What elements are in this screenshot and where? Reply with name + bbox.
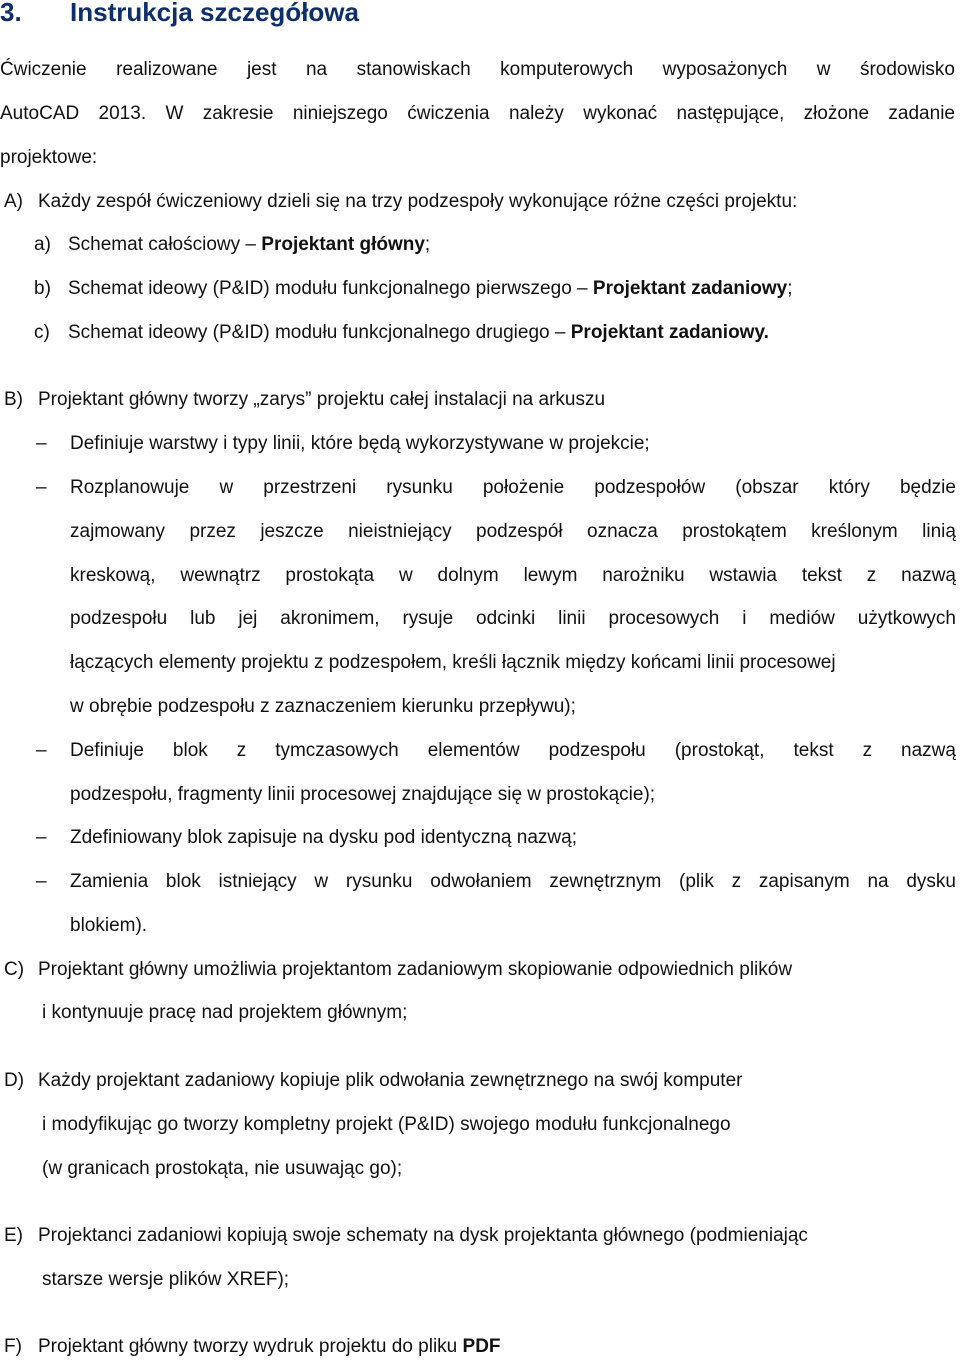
word: komputerowych xyxy=(500,59,634,80)
word: z xyxy=(862,740,873,761)
word: linią xyxy=(922,521,956,542)
word: oznacza xyxy=(587,521,658,542)
word: linii xyxy=(558,608,586,629)
item-f-bold: PDF xyxy=(462,1336,501,1357)
intro-line-2 xyxy=(0,102,955,126)
word: z xyxy=(236,740,247,761)
item-a xyxy=(4,190,797,214)
word: złożone xyxy=(803,103,870,124)
bullet-1-text: Definiuje warstwy i typy linii, które będą wykorzystywane w projekcie; xyxy=(70,433,650,454)
word: z xyxy=(731,871,742,892)
item-a-text: Każdy zespół ćwiczeniowy dzieli się na trzy podzespoły wykonujące różne części projektu: xyxy=(38,191,798,212)
word: podzespołów xyxy=(594,477,706,498)
bullet-dash-2: – xyxy=(36,477,47,498)
bullet-4-text: Zdefiniowany blok zapisuje na dysku pod identyczną nazwą; xyxy=(70,827,577,848)
word: odcinki xyxy=(476,608,536,629)
bullet-2-line-1 xyxy=(70,476,956,500)
word: (prostokąt, xyxy=(674,740,765,761)
item-b-text: Projektant główny tworzy „zarys” projektu całej instalacji na arkuszu xyxy=(38,389,606,410)
item-d xyxy=(4,1069,742,1093)
item-c-line-1: Projektant główny umożliwia projektantom zadaniowym skopiowanie odpowiednich plików xyxy=(38,959,793,980)
word: zadanie xyxy=(888,103,955,124)
subitem-b-label: b) xyxy=(34,278,51,299)
word: podzespołu xyxy=(70,608,168,629)
word: tekst xyxy=(801,565,842,586)
word: blok xyxy=(165,871,201,892)
word: akronimem, xyxy=(280,608,380,629)
word: lewym xyxy=(523,565,578,586)
item-c-label: C) xyxy=(4,959,25,980)
word: dolnym xyxy=(437,565,499,586)
section-number: 3. xyxy=(0,0,22,27)
bullet-dash-1: – xyxy=(36,433,47,454)
bullet-3-line-2: podzespołu, fragmenty linii procesowej znajdujące się w prostokącie); xyxy=(70,784,656,805)
word: nazwą xyxy=(901,740,956,761)
item-c-line-2: i kontynuuje pracę nad projektem głównym; xyxy=(42,1002,408,1023)
word: (obszar xyxy=(735,477,799,498)
item-d-line-2: i modyfikując go tworzy kompletny projekt (P&ID) swojego modułu funkcjonalnego xyxy=(42,1114,731,1135)
word: elementów xyxy=(427,740,520,761)
word: AutoCAD xyxy=(0,103,80,124)
word: będzie xyxy=(899,477,956,498)
word: z xyxy=(866,565,877,586)
word: zapisanym xyxy=(758,871,850,892)
word: Ćwiczenie xyxy=(0,59,87,80)
item-b xyxy=(4,388,605,412)
word: istniejący xyxy=(218,871,297,892)
subitem-b-end: ; xyxy=(787,278,793,299)
word: jeszcze xyxy=(260,521,324,542)
item-f-text: Projektant główny tworzy wydruk projektu do pliku xyxy=(38,1336,463,1357)
word: realizowane xyxy=(116,59,218,80)
subitem-a-bold: Projektant główny xyxy=(261,234,425,255)
word: kreślonym xyxy=(811,521,898,542)
word: na xyxy=(867,871,889,892)
word: który xyxy=(828,477,870,498)
word: następujące, xyxy=(676,103,785,124)
item-e-label: E) xyxy=(4,1225,23,1246)
word: rysunku xyxy=(345,871,413,892)
item-f-label: F) xyxy=(4,1336,22,1357)
subitem-c-label: c) xyxy=(34,322,50,343)
word: w xyxy=(219,477,234,498)
word: mediów xyxy=(769,608,835,629)
bullet-2-line-6: w obrębie podzespołu z zaznaczeniem kierunku przepływu); xyxy=(70,696,576,717)
subitem-a-text: Schemat całościowy xyxy=(68,234,246,255)
bullet-2-line-5: łączących elementy projektu z podzespołem, kreśli łącznik między końcami linii procesowej xyxy=(70,652,836,673)
word: wstawia xyxy=(709,565,777,586)
word: użytkowych xyxy=(857,608,956,629)
word: rysunku xyxy=(386,477,453,498)
word: zajmowany xyxy=(70,521,166,542)
bullet-dash-3: – xyxy=(36,740,47,761)
word: prostokąta xyxy=(285,565,375,586)
word: ćwiczenia xyxy=(407,103,490,124)
item-e xyxy=(4,1224,808,1248)
subitem-c-dash: – xyxy=(554,322,566,343)
item-d-line-1: Każdy projektant zadaniowy kopiuje plik odwołania zewnętrznego na swój komputer xyxy=(38,1070,743,1091)
subitem-b-dash: – xyxy=(577,278,588,299)
word: jest xyxy=(246,59,277,80)
word: położenie xyxy=(482,477,565,498)
word: przestrzeni xyxy=(263,477,357,498)
word: należy xyxy=(508,103,564,124)
word: odwołaniem xyxy=(430,871,532,892)
word: 2013. xyxy=(98,103,147,124)
word: wewnątrz xyxy=(180,565,261,586)
word: podzespołu xyxy=(548,740,646,761)
word: nazwą xyxy=(901,565,956,586)
subitem-c-text: Schemat ideowy (P&ID) modułu funkcjonalnego drugiego xyxy=(68,322,555,343)
item-a-label: A) xyxy=(4,191,23,212)
item-e-line-2: starsze wersje plików XREF); xyxy=(42,1269,290,1290)
item-c xyxy=(4,958,792,982)
bullet-2-line-4 xyxy=(70,607,956,631)
word: blok xyxy=(172,740,208,761)
word: tymczasowych xyxy=(275,740,399,761)
bullet-3-line-1 xyxy=(70,739,956,763)
item-d-label: D) xyxy=(4,1070,25,1091)
word: zakresie xyxy=(202,103,274,124)
bullet-5-line-2: blokiem). xyxy=(70,915,148,936)
subitem-a-dash: – xyxy=(245,234,256,255)
word: procesowych xyxy=(608,608,720,629)
word: kreskową, xyxy=(70,565,156,586)
word: przez xyxy=(189,521,236,542)
section-heading xyxy=(0,0,359,28)
word: na xyxy=(305,59,328,80)
word: jej xyxy=(238,608,258,629)
word: Rozplanowuje xyxy=(70,477,190,498)
subitem-b-bold: Projektant zadaniowy xyxy=(592,278,788,299)
section-title: Instrukcja szczegółowa xyxy=(70,0,359,27)
word: i xyxy=(742,608,747,629)
subitem-c xyxy=(34,321,769,345)
word: wyposażonych xyxy=(662,59,788,80)
word: środowisko xyxy=(859,59,955,80)
word: prostokątem xyxy=(682,521,787,542)
bullet-2-line-3 xyxy=(70,564,956,588)
subitem-b-text: Schemat ideowy (P&ID) modułu funkcjonalnego pierwszego xyxy=(68,278,578,299)
word: rysuje xyxy=(402,608,454,629)
word: (plik xyxy=(679,871,714,892)
word: wykonać xyxy=(583,103,658,124)
word: niniejszego xyxy=(292,103,388,124)
item-e-line-1: Projektanci zadaniowi kopiują swoje schematy na dysk projektanta głównego (podmieniając xyxy=(38,1225,808,1246)
bullet-dash-4: – xyxy=(36,827,47,848)
word: w xyxy=(398,565,413,586)
word: Zamienia xyxy=(70,871,149,892)
item-b-label: B) xyxy=(4,389,23,410)
word: narożniku xyxy=(602,565,685,586)
subitem-b xyxy=(34,277,792,301)
bullet-5-line-1 xyxy=(70,870,956,894)
bullet-dash-5: – xyxy=(36,871,47,892)
subitem-a-label: a) xyxy=(34,234,51,255)
word: lub xyxy=(190,608,216,629)
word: w xyxy=(314,871,329,892)
word: w xyxy=(816,59,831,80)
word: tekst xyxy=(793,740,834,761)
word: nieistniejący xyxy=(348,521,452,542)
intro-line-1 xyxy=(0,58,955,82)
word: W xyxy=(165,103,184,124)
item-d-line-3: (w granicach prostokąta, nie usuwając go); xyxy=(42,1158,403,1179)
word: stanowiskach xyxy=(356,59,471,80)
bullet-2-line-2 xyxy=(70,520,956,544)
subitem-c-bold: Projektant zadaniowy. xyxy=(570,322,769,343)
subitem-a-end: ; xyxy=(424,234,431,255)
word: podzespół xyxy=(476,521,563,542)
word: Definiuje xyxy=(70,740,144,761)
item-f xyxy=(4,1335,501,1359)
word: zewnętrznym xyxy=(549,871,662,892)
subitem-a xyxy=(34,233,430,257)
intro-line-3: projektowe: xyxy=(0,147,98,168)
word: dysku xyxy=(906,871,956,892)
